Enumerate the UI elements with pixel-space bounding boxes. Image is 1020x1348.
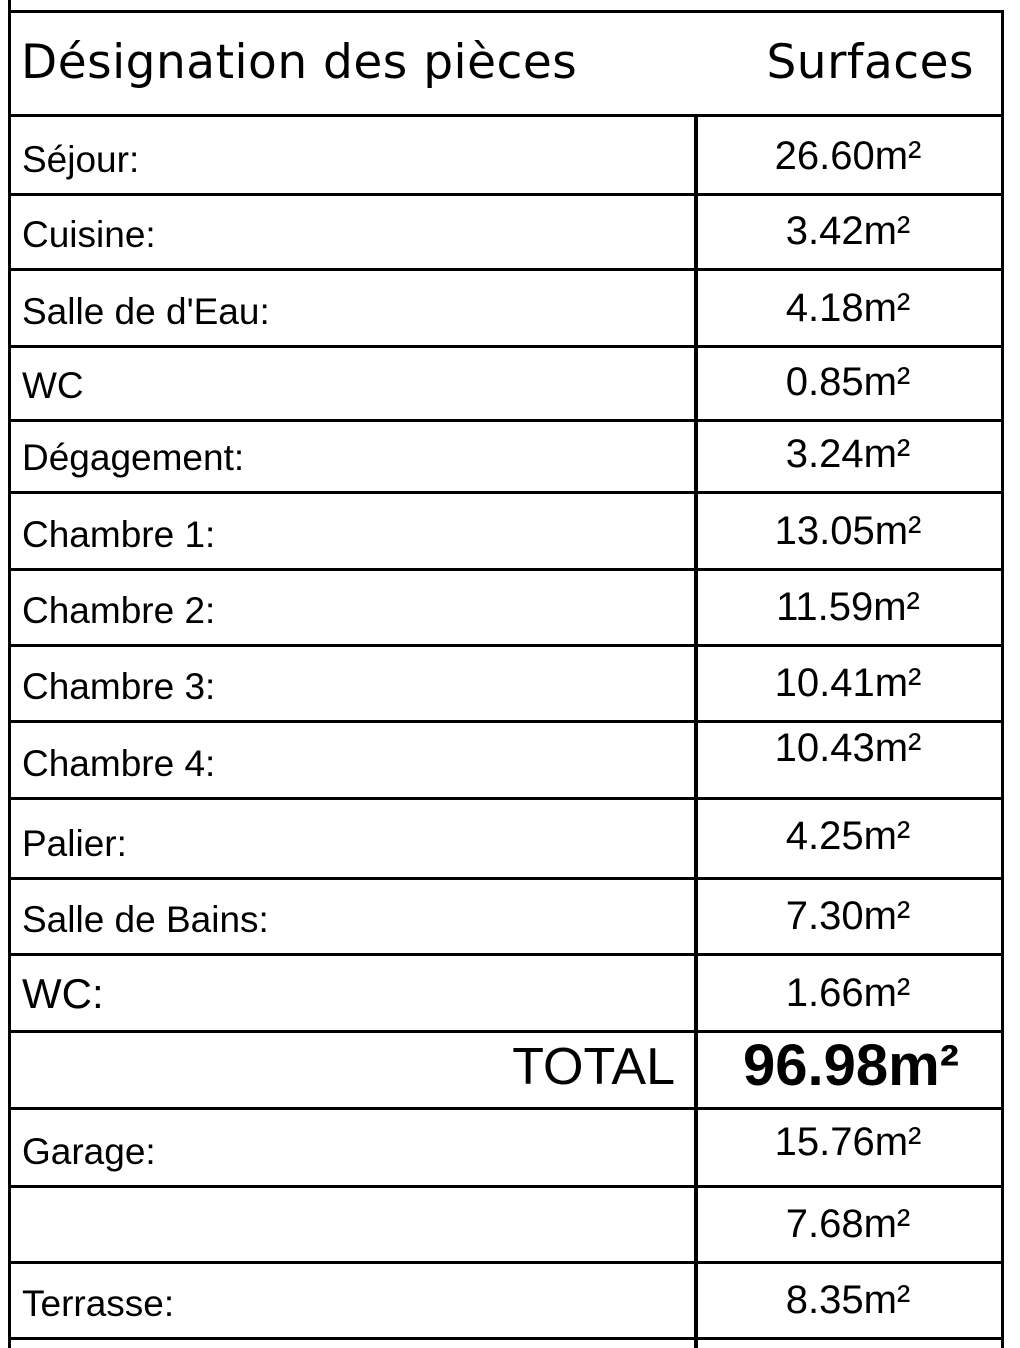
room-surface: 8.35m² xyxy=(785,1278,911,1322)
table-row xyxy=(11,422,1001,494)
room-name: Chambre 2: xyxy=(22,590,216,631)
room-name: WC: xyxy=(22,970,104,1017)
room-surface: 15.76m² xyxy=(774,1120,922,1164)
room-name: Palier: xyxy=(22,823,127,864)
room-surface: 3.42m² xyxy=(785,209,911,253)
table-row xyxy=(11,571,1001,647)
table-row xyxy=(11,647,1001,723)
room-name: Dégagement: xyxy=(22,437,245,478)
table-row xyxy=(11,880,1001,956)
room-name: Chambre 3: xyxy=(22,666,216,707)
total-surface: 96.98m² xyxy=(742,1033,960,1098)
room-name: Terrasse: xyxy=(22,1283,175,1324)
table-row xyxy=(11,800,1001,880)
room-name: Séjour: xyxy=(22,139,140,180)
room-surface: 11.59m² xyxy=(776,585,920,629)
room-name: Chambre 1: xyxy=(22,514,216,555)
room-surface: 10.43m² xyxy=(774,726,922,770)
table-row xyxy=(11,1264,1001,1340)
room-surface: 1.66m² xyxy=(785,971,911,1015)
surfaces-header: Surfaces xyxy=(766,35,974,90)
total-label: TOTAL xyxy=(512,1038,675,1096)
table-row xyxy=(11,723,1001,800)
room-surface: 10.41m² xyxy=(774,661,922,705)
table-row xyxy=(11,1188,1001,1264)
room-surface: 7.30m² xyxy=(785,894,911,938)
room-surface: 13.05m² xyxy=(774,509,922,553)
designation-header: Désignation des pièces xyxy=(21,35,578,90)
room-name: Salle de Bains: xyxy=(22,899,269,940)
total-row xyxy=(11,1033,1001,1110)
room-surface: 4.25m² xyxy=(785,814,911,858)
table-right-border xyxy=(1001,10,1004,1348)
room-surface: 4.18m² xyxy=(785,286,911,330)
table-row xyxy=(11,117,1001,196)
room-name: Cuisine: xyxy=(22,214,156,255)
table-row xyxy=(11,1110,1001,1188)
room-name: WC xyxy=(22,365,84,406)
room-name: Chambre 4: xyxy=(22,743,216,784)
table-row xyxy=(11,494,1001,571)
room-name: Salle de d'Eau: xyxy=(22,291,270,332)
room-surface: 7.68m² xyxy=(785,1202,911,1246)
table-row xyxy=(11,956,1001,1033)
table-row xyxy=(11,348,1001,422)
room-surface: 26.60m² xyxy=(774,134,922,178)
room-surface: 3.24m² xyxy=(785,432,911,476)
room-surface: 0.85m² xyxy=(785,360,911,404)
table-header xyxy=(11,13,1001,117)
room-name: Garage: xyxy=(22,1131,156,1172)
table-row xyxy=(11,196,1001,271)
table-row xyxy=(11,271,1001,348)
